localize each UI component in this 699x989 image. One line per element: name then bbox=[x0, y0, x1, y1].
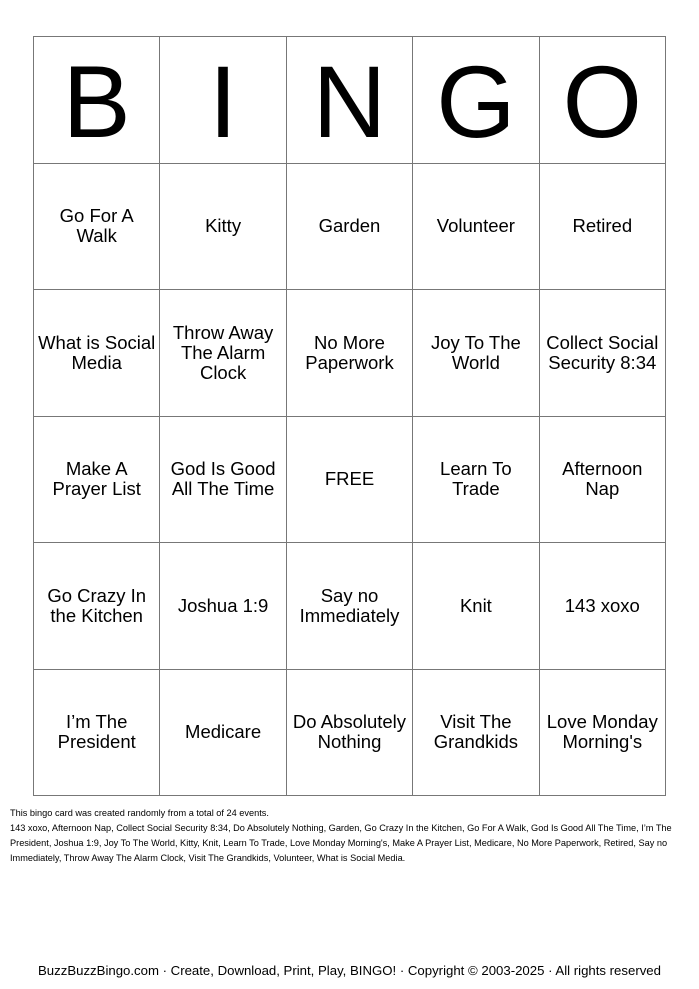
cell-text: Learn To Trade bbox=[440, 458, 512, 500]
bingo-card bbox=[33, 36, 666, 796]
bingo-cell bbox=[540, 417, 666, 544]
header-letter-g: G bbox=[413, 37, 539, 164]
header-letter-o: O bbox=[540, 37, 666, 164]
cell-text: No More Paperwork bbox=[305, 331, 394, 373]
bingo-cell bbox=[540, 164, 666, 291]
cell-text: Knit bbox=[459, 594, 492, 616]
cell-text: Joy To The World bbox=[430, 331, 521, 373]
header-letter-n: N bbox=[287, 37, 413, 164]
cell-text: Medicare bbox=[185, 721, 262, 743]
cell-text: Visit The Grandkids bbox=[433, 711, 519, 753]
cell-text: 143 xoxo bbox=[564, 594, 640, 616]
cell-text: Go For A Walk bbox=[59, 205, 134, 247]
cell-text: Retired bbox=[572, 215, 633, 237]
cell-text: Kitty bbox=[205, 215, 242, 237]
bingo-cell bbox=[287, 670, 413, 797]
bingo-cell bbox=[540, 290, 666, 417]
cell-text: Afternoon Nap bbox=[562, 458, 643, 500]
cell-text: Say no Immediately bbox=[299, 584, 400, 626]
header-letter-i: I bbox=[160, 37, 286, 164]
info-summary: This bingo card was created randomly from a total of 24 events. bbox=[10, 808, 269, 818]
bingo-cell bbox=[413, 290, 539, 417]
cell-text: I’m The President bbox=[57, 711, 136, 753]
cell-text: Do Absolutely Nothing bbox=[292, 711, 407, 753]
cell-text: Throw Away The Alarm Clock bbox=[172, 321, 274, 383]
bingo-cell bbox=[287, 290, 413, 417]
bingo-cell bbox=[287, 543, 413, 670]
cell-text: Go Crazy In the Kitchen bbox=[47, 584, 147, 626]
cell-text: Garden bbox=[318, 215, 381, 237]
bingo-cell bbox=[160, 543, 286, 670]
bingo-cell bbox=[540, 670, 666, 797]
bingo-cell bbox=[34, 417, 160, 544]
bingo-cell bbox=[413, 417, 539, 544]
bingo-cell bbox=[160, 290, 286, 417]
card-info bbox=[10, 806, 690, 866]
cell-text: Make A Prayer List bbox=[52, 458, 141, 500]
bingo-cell bbox=[34, 670, 160, 797]
free-space-cell bbox=[287, 417, 413, 544]
bingo-cell bbox=[160, 164, 286, 291]
info-event-list: 143 xoxo, Afternoon Nap, Collect Social Security 8:34, Do Absolutely Nothing, Garden, Go Crazy In the Kitchen, Go For A Walk, God Is Good All The Time, I’m The President, Joshua 1:9, Joy To The World, Kitty, Knit, Learn To Trade, Love Monday Morning's, Make A Prayer List, Medicare, No More Paperwork, Retired, Say no Immediately, Throw Away The Alarm Clock, Visit The Grandkids, Volunteer, What is Social Media. bbox=[10, 823, 672, 863]
bingo-cell bbox=[413, 670, 539, 797]
bingo-cell bbox=[160, 417, 286, 544]
bingo-cell bbox=[34, 290, 160, 417]
cell-text: FREE bbox=[324, 468, 375, 490]
cell-text: Love Monday Morning's bbox=[546, 711, 658, 753]
bingo-cell bbox=[287, 164, 413, 291]
cell-text: What is Social Media bbox=[38, 331, 156, 373]
header-letter-b: B bbox=[34, 37, 160, 164]
footer-copyright: BuzzBuzzBingo.com · Create, Download, Print, Play, BINGO! · Copyright © 2003-2025 · All rights reserved bbox=[38, 963, 661, 978]
cell-text: Volunteer bbox=[436, 215, 515, 237]
bingo-cell bbox=[413, 543, 539, 670]
bingo-cell bbox=[160, 670, 286, 797]
cell-text: Collect Social Security 8:34 bbox=[546, 331, 659, 373]
bingo-cell bbox=[34, 543, 160, 670]
bingo-cell bbox=[413, 164, 539, 291]
bingo-cell bbox=[540, 543, 666, 670]
bingo-cell bbox=[34, 164, 160, 291]
cell-text: Joshua 1:9 bbox=[177, 594, 269, 616]
cell-text: God Is Good All The Time bbox=[170, 458, 276, 500]
